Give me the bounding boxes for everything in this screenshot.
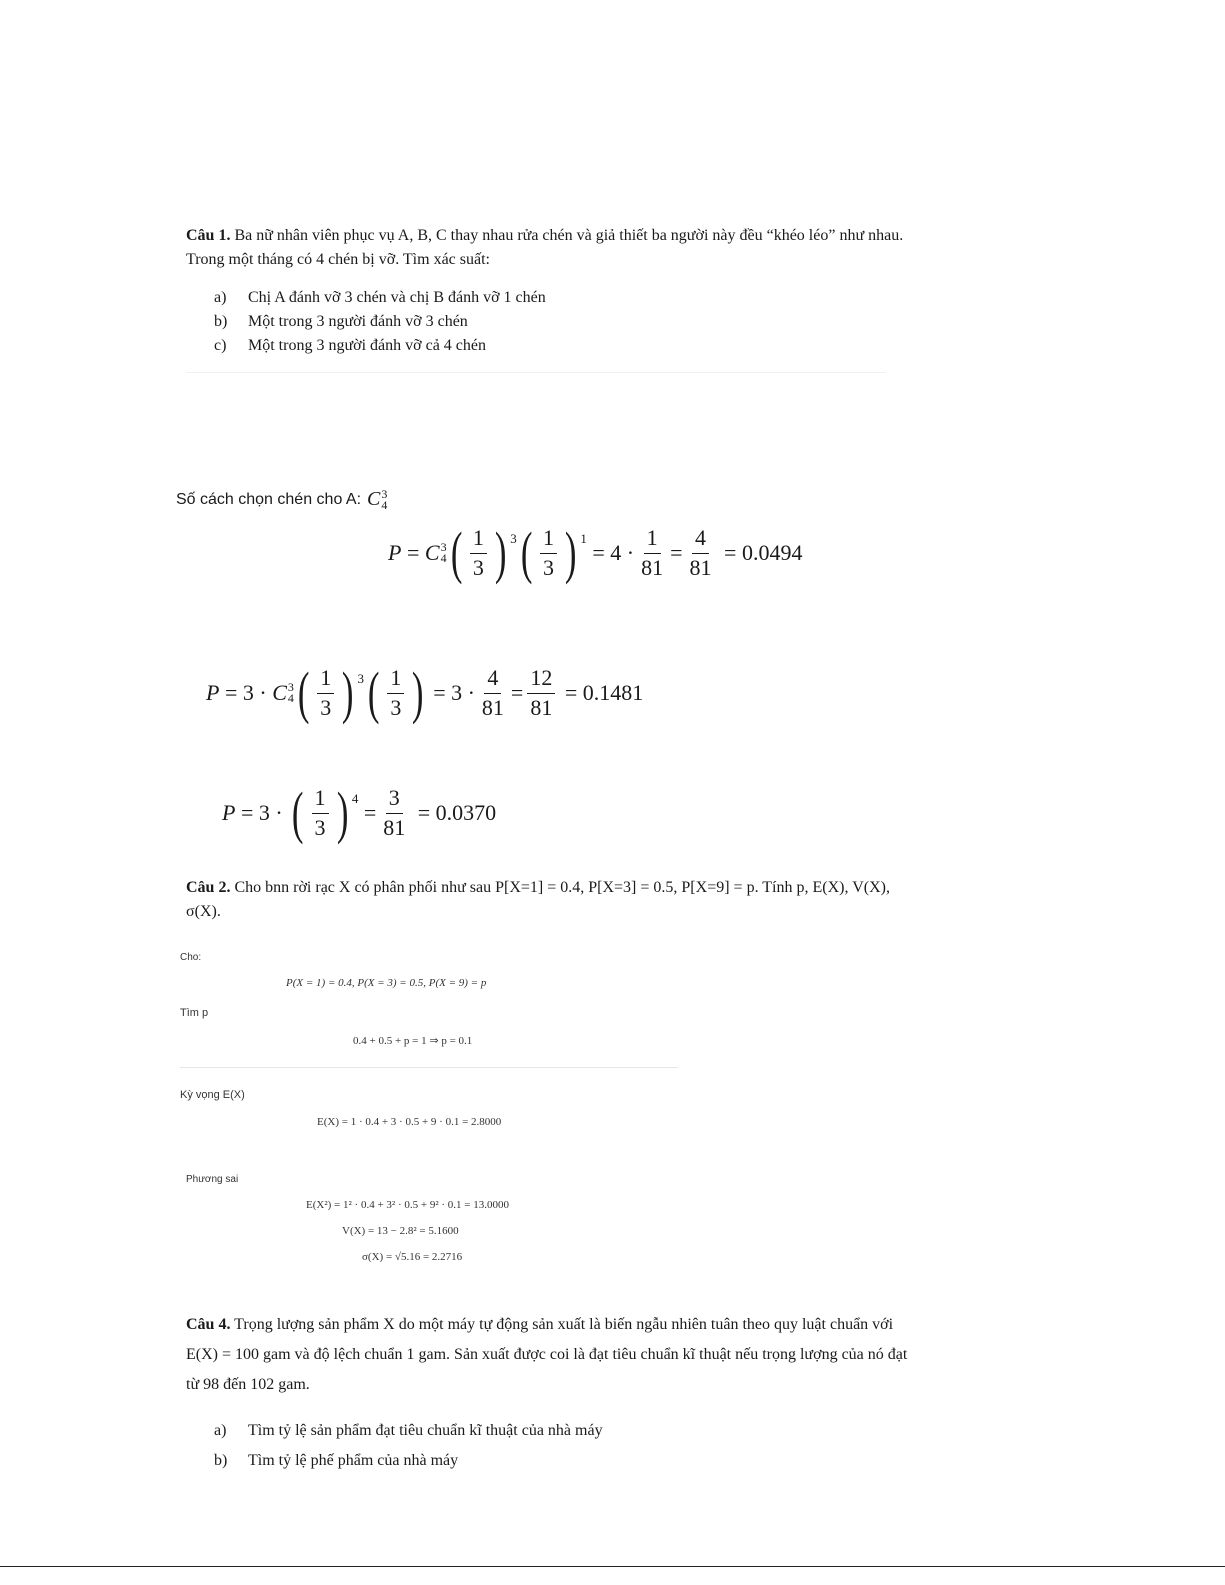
solution-2-expectation: E(X) = 1 · 0.4 + 3 · 0.5 + 9 · 0.1 = 2.8000 bbox=[317, 1116, 502, 1128]
solution-2-expectation-label: Kỳ vọng E(X) bbox=[180, 1089, 245, 1101]
formula-b-result: = 0.1481 bbox=[564, 680, 644, 705]
page-bottom-edge bbox=[0, 1566, 1225, 1567]
formula-c: P = 3 · ( $\frac{1}{3}$ ) 4 = $\frac{3}{81}$ = 0.0370 bbox=[222, 780, 497, 845]
formula-b: P = 3 · C 3 4 ( $\frac{1}{3}$ ) 3 ( $\frac{1}{3}$ ) = 3 · $\frac{4}{81}$ = $\frac{12}{81}$ = 0.1481 bbox=[206, 660, 644, 725]
question-4-text: Trọng lượng sản phẩm X do một máy tự động sản xuất là biến ngẫu nhiên tuân theo quy luật chuẩn với E(X) = 100 gam và độ lệch chuẩn 1 gam. Sản xuất được coi là đạt tiêu chuẩn kĩ thuật nếu trọng lượng của nó đạt từ 98 đến 102 gam. bbox=[186, 1316, 908, 1393]
question-4-label: Câu 4. bbox=[186, 1316, 231, 1333]
solution-1-intro: Số cách chọn chén cho A: C 3 4 bbox=[176, 486, 388, 512]
list-item: a) Chị A đánh vỡ 3 chén và chị B đánh vỡ 1 chén bbox=[214, 289, 546, 306]
divider bbox=[186, 372, 886, 373]
solution-2-variance-label: Phương sai bbox=[186, 1174, 239, 1185]
question-1-items bbox=[214, 286, 546, 358]
question-4-items bbox=[214, 1416, 603, 1476]
solution-2-vx: V(X) = 13 − 2.8² = 5.1600 bbox=[342, 1225, 459, 1237]
question-1-label: Câu 1. bbox=[186, 227, 231, 244]
question-2-text: Cho bnn rời rạc X có phân phối như sau P[X=1] = 0.4, P[X=3] = 0.5, P[X=9] = p. Tính p, E(X), V(X), σ(X). bbox=[186, 879, 890, 920]
question-2-label: Câu 2. bbox=[186, 879, 231, 896]
question-2 bbox=[186, 876, 916, 924]
list-item: a) Tìm tỷ lệ sản phẩm đạt tiêu chuẩn kĩ thuật của nhà máy bbox=[214, 1422, 603, 1439]
divider bbox=[180, 1067, 678, 1068]
formula-c-result: = 0.0370 bbox=[417, 800, 497, 825]
formula-a: P = C 3 4 ( $\frac{1}{3}$ ) 3 ( $\frac{1}{3}$ ) 1 = 4 · $\frac{1}{81}$ = $\frac{4}{81}$ = 0.0494 bbox=[388, 520, 803, 585]
solution-2-sigma: σ(X) = √5.16 = 2.2716 bbox=[362, 1251, 463, 1263]
solution-2-find-label: Tìm p bbox=[180, 1007, 209, 1019]
solution-2-given-label: Cho: bbox=[180, 952, 202, 963]
list-item: c) Một trong 3 người đánh vỡ cả 4 chén bbox=[214, 337, 486, 354]
formula-a-result: = 0.0494 bbox=[724, 540, 803, 565]
question-4 bbox=[186, 1310, 916, 1400]
list-item: b) Một trong 3 người đánh vỡ 3 chén bbox=[214, 313, 468, 330]
question-1-text: Ba nữ nhân viên phục vụ A, B, C thay nhau rửa chén và giả thiết ba người này đều “khéo léo” như nhau. Trong một tháng có 4 chén bị vỡ. Tìm xác suất: bbox=[186, 227, 904, 268]
solution-2-ex2: E(X²) = 1² · 0.4 + 3² · 0.5 + 9² · 0.1 = 13.0000 bbox=[306, 1199, 509, 1211]
solution-2-p-equation: 0.4 + 0.5 + p = 1 ⇒ p = 0.1 bbox=[353, 1035, 473, 1047]
solution-2-given: P(X = 1) = 0.4, P(X = 3) = 0.5, P(X = 9) = p bbox=[286, 977, 487, 989]
question-1 bbox=[186, 224, 916, 272]
list-item: b) Tìm tỷ lệ phế phẩm của nhà máy bbox=[214, 1452, 459, 1469]
